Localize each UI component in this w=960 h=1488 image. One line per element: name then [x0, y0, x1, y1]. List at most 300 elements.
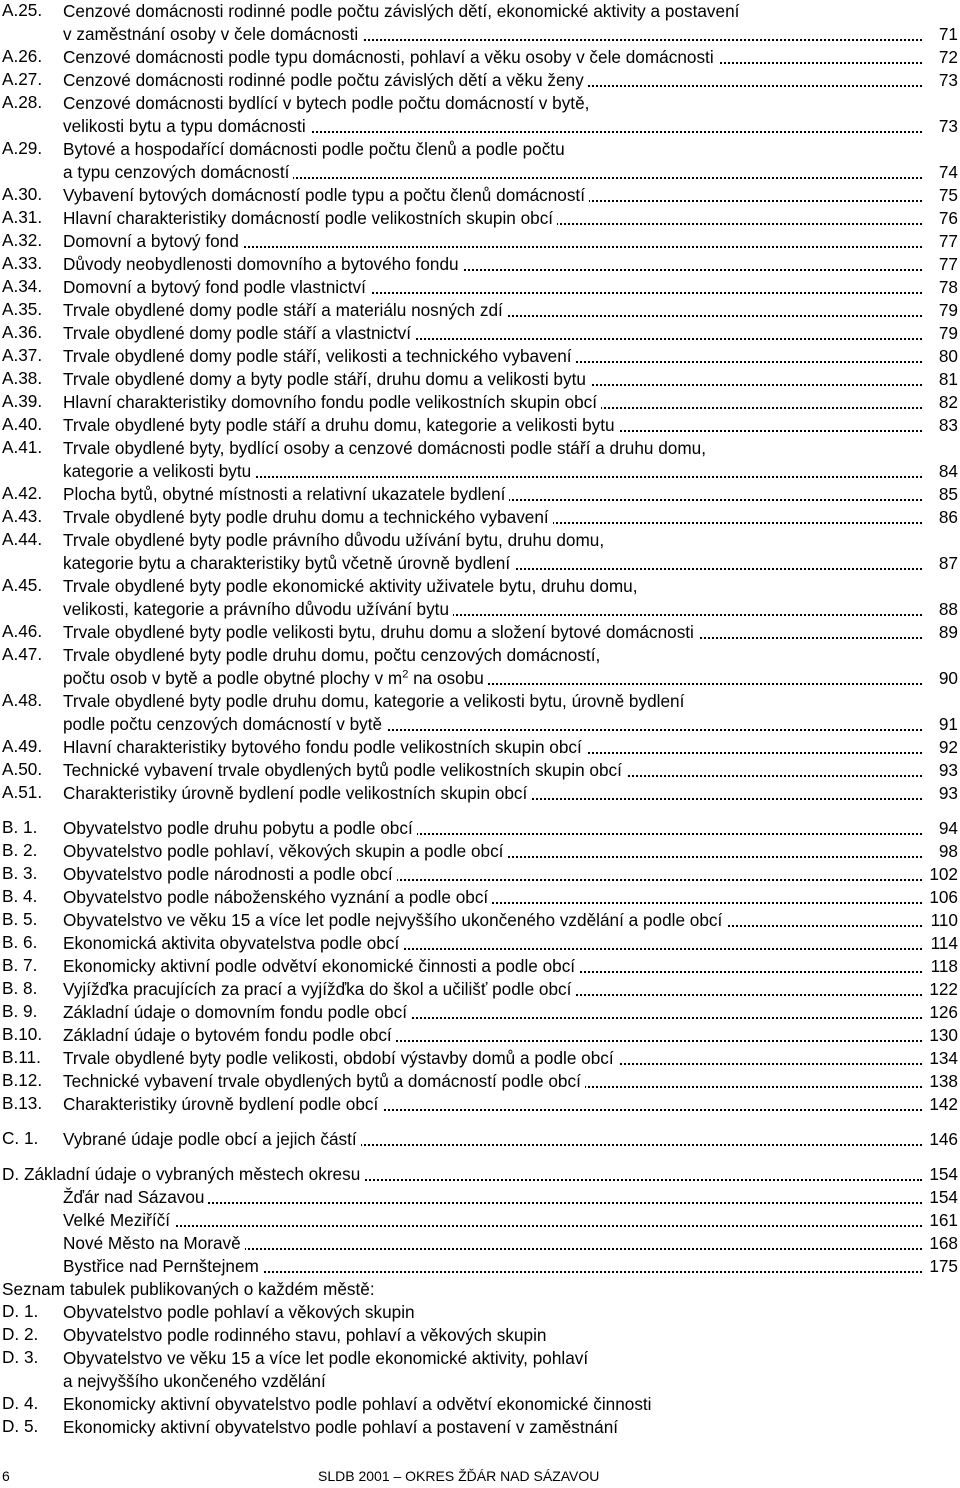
toc-entry[interactable]: [0, 46, 960, 69]
toc-entry-text: Plocha bytů, obytné místnosti a relativní ukazatele bydlení: [63, 484, 506, 504]
city-page: 161: [925, 1209, 958, 1232]
toc-entry-text: Technické vybavení trvale obydlených bytů podle velikostních skupin obcí: [63, 760, 622, 780]
toc-entry-number: B.10.: [2, 1024, 43, 1044]
toc-entry-text: Hlavní charakteristiky bytového fondu podle velikostních skupin obcí: [63, 737, 582, 757]
toc-entry-page: 77: [935, 253, 958, 276]
toc-entry-text: Ekonomicky aktivní obyvatelstvo podle pohlaví a postavení v zaměstnání: [63, 1417, 619, 1437]
toc-entry-title: [63, 484, 509, 504]
city-name: Žďár nad Sázavou: [63, 1187, 208, 1207]
toc-entry-title: [63, 208, 557, 228]
toc-entry[interactable]: [0, 978, 960, 1001]
toc-entry-page: 146: [925, 1128, 958, 1151]
toc-entry-text: Trvale obydlené byty podle stáří a druhu domu, kategorie a velikosti bytu: [63, 415, 615, 435]
toc-entry-page: 79: [935, 322, 958, 345]
toc-entry-line: [63, 1347, 960, 1370]
toc-entry-title: [63, 185, 589, 205]
toc-entry-text: a typu cenzových domácností: [63, 162, 290, 182]
toc-entry-page: 90: [935, 667, 958, 690]
toc-entry[interactable]: [0, 1324, 960, 1347]
group-spacer: [0, 805, 960, 817]
toc-entry-text: Obyvatelstvo podle národnosti a podle obcí: [63, 864, 393, 884]
toc-entry-page: 106: [925, 886, 958, 909]
toc-entry-text: Trvale obydlené domy podle stáří a vlastnictví: [63, 323, 412, 343]
toc-entry-number: A.50.: [2, 759, 43, 779]
toc-entry-title: [63, 1002, 411, 1022]
toc-entry-number: B. 1.: [2, 817, 38, 837]
toc-entry-title: [63, 760, 626, 780]
toc-entry-title: [63, 231, 243, 251]
toc-entry-title: [63, 392, 601, 412]
toc-entry-line: [63, 621, 960, 644]
toc-entry-text: velikosti, kategorie a právního důvodu užívání bytu: [63, 599, 449, 619]
toc-entry-line: [63, 253, 960, 276]
toc-entry-line: [63, 46, 960, 69]
toc-entry[interactable]: [0, 69, 960, 92]
dot-leader: [63, 1225, 922, 1227]
toc-entry-text: Domovní a bytový fond podle vlastnictví: [63, 277, 366, 297]
toc-entry-text: Obyvatelstvo podle druhu pobytu a podle obcí: [63, 818, 413, 838]
toc-entry-page: 86: [935, 506, 958, 529]
toc-entry[interactable]: [0, 368, 960, 391]
toc-entry[interactable]: [0, 207, 960, 230]
toc-entry-title: [63, 979, 575, 999]
toc-entry-line: [63, 667, 960, 690]
toc-entry-text: Domovní a bytový fond: [63, 231, 239, 251]
city-page: 154: [925, 1186, 958, 1209]
toc-entry-number: A.34.: [2, 276, 43, 296]
toc-entry-title: [63, 910, 726, 930]
toc-entry-number: A.35.: [2, 299, 43, 319]
toc-entry-text: Obyvatelstvo podle pohlaví, věkových skupin a podle obcí: [63, 841, 504, 861]
toc-entry-text: počtu osob v bytě a podle obytné plochy v m: [63, 668, 403, 688]
toc-entry-line: [63, 299, 960, 322]
toc-entry-line: [63, 1070, 960, 1093]
toc-entry-line: [63, 506, 960, 529]
toc-entry-title: [63, 507, 553, 527]
toc-entry-number: A.25.: [2, 0, 43, 20]
toc-entry[interactable]: [0, 1024, 960, 1047]
toc-entry-page: 81: [935, 368, 958, 391]
toc-entry-text: Trvale obydlené byty podle druhu domu, kategorie a velikosti bytu, úrovně bydlení: [63, 691, 685, 711]
toc-entry-number: A.33.: [2, 253, 43, 273]
toc-entry-number: A.43.: [2, 506, 43, 526]
toc-entry-line: [63, 759, 960, 782]
toc-entry-text: podle počtu cenzových domácností v bytě: [63, 714, 383, 734]
toc-entry-text: Obyvatelstvo podle pohlaví a věkových skupin: [63, 1302, 415, 1322]
toc-entry-number: D. 5.: [2, 1416, 39, 1436]
toc-entry-line: [63, 644, 960, 667]
toc-entry-page: 78: [935, 276, 958, 299]
toc-entry-line: [63, 1301, 960, 1324]
toc-entry[interactable]: [0, 782, 960, 805]
toc-entry[interactable]: [0, 506, 960, 529]
toc-entry-line: [63, 460, 960, 483]
toc-entry-line: [63, 184, 960, 207]
toc-entry-line: [2, 1163, 960, 1186]
group-spacer: [0, 1116, 960, 1128]
toc-entry-title: [63, 415, 619, 435]
toc-entry-line: [63, 207, 960, 230]
toc-entry-title: [63, 93, 593, 113]
toc-entry-title: [63, 323, 415, 343]
toc-entry-line: [63, 1001, 960, 1024]
toc-entry[interactable]: [0, 690, 960, 736]
toc-entry-text: Trvale obydlené domy a byty podle stáří, druhu domu a velikosti bytu: [63, 369, 586, 389]
toc-entry-title: [63, 887, 492, 907]
toc-entry-text: Trvale obydlené byty podle velikosti, období výstavby domů a podle obcí: [63, 1048, 614, 1068]
toc-entry-line: [63, 690, 960, 713]
section-d: [0, 1163, 960, 1439]
toc-entry-title: [63, 622, 698, 642]
toc-entry-number: B. 9.: [2, 1001, 38, 1021]
toc-entry[interactable]: [0, 483, 960, 506]
toc-entry-title: [63, 438, 710, 458]
toc-entry-title: [63, 461, 255, 481]
toc-entry-line: [63, 230, 960, 253]
toc-entry-number: A.32.: [2, 230, 43, 250]
toc-entry-number: A.48.: [2, 690, 43, 710]
toc-entry-number: A.28.: [2, 92, 43, 112]
toc-entry-line: [63, 391, 960, 414]
toc-entry[interactable]: [0, 1416, 960, 1439]
toc-entry-title: [63, 1348, 592, 1368]
toc-entry-text: Charakteristiky úrovně bydlení podle obcí: [63, 1094, 379, 1114]
page-footer: [0, 1466, 960, 1486]
toc-entry-line: [63, 529, 960, 552]
toc-entry[interactable]: [0, 863, 960, 886]
toc-entry-line: [63, 863, 960, 886]
toc-entry-page: 92: [935, 736, 958, 759]
toc-entry-page: 134: [925, 1047, 958, 1070]
toc-entry[interactable]: [0, 1047, 960, 1070]
toc-entry[interactable]: [0, 1393, 960, 1416]
toc-entry-title: [63, 668, 488, 688]
toc-entry-title: [63, 1371, 330, 1391]
toc-entry[interactable]: [0, 955, 960, 978]
footer-title: SLDB 2001 – OKRES ŽĎÁR NAD SÁZAVOU: [318, 1468, 600, 1484]
toc-entry-text: Trvale obydlené byty podle druhu domu a technického vybavení: [63, 507, 549, 527]
city-name: Bystřice nad Pernštejnem: [63, 1256, 263, 1276]
toc-entry-title: [63, 1071, 585, 1091]
toc-entry-number: A.29.: [2, 138, 43, 158]
city-entry[interactable]: [63, 1232, 960, 1255]
toc-entry-text: Cenzové domácnosti rodinné podle počtu závislých dětí, ekonomické aktivity a postavení: [63, 1, 740, 21]
toc-entry[interactable]: [0, 575, 960, 621]
toc-entry-title: [63, 933, 403, 953]
toc-entry[interactable]: [0, 1001, 960, 1024]
toc-entry-number: A.49.: [2, 736, 43, 756]
toc-entry-number: C. 1.: [2, 1128, 39, 1148]
toc-entry[interactable]: [0, 529, 960, 575]
toc-entry-text: na osobu: [413, 668, 484, 688]
toc-entry[interactable]: [0, 299, 960, 322]
toc-entry-number: B. 7.: [2, 955, 38, 975]
toc-entry[interactable]: [0, 92, 960, 138]
toc-entry-line: [63, 955, 960, 978]
superscript: 2: [402, 668, 409, 681]
toc-entry-line: [63, 782, 960, 805]
toc-entry-number: B. 5.: [2, 909, 38, 929]
toc-entry-title: [63, 1, 743, 21]
toc-entry-text: Technické vybavení trvale obydlených bytů a domácností podle obcí: [63, 1071, 581, 1091]
toc-entry-title: [63, 47, 718, 67]
toc-entry-text: Obyvatelstvo ve věku 15 a více let podle nejvyššího ukončeného vzdělání a podle obcí: [63, 910, 723, 930]
toc-entry-page: 73: [935, 115, 958, 138]
toc-entry-title: [63, 714, 386, 734]
toc-entry-number: D. 1.: [2, 1301, 39, 1321]
toc-entry-page: 74: [935, 161, 958, 184]
toc-entry-number: B.11.: [2, 1047, 41, 1067]
city-page: 175: [925, 1255, 958, 1278]
toc-entry[interactable]: [0, 230, 960, 253]
city-name: Nové Město na Moravě: [63, 1233, 245, 1253]
toc-entry-page: 126: [925, 1001, 958, 1024]
toc-entry-page: 122: [925, 978, 958, 1001]
toc-entry-page: 142: [925, 1093, 958, 1116]
toc-entry-line: [63, 23, 960, 46]
toc-entry-line: [63, 115, 960, 138]
toc-entry-title: [63, 737, 586, 757]
toc-entry-page: 98: [935, 840, 958, 863]
toc-entry-number: A.36.: [2, 322, 43, 342]
toc-entry-line: [63, 1024, 960, 1047]
toc-entry-number: D. 3.: [2, 1347, 39, 1367]
toc-entry-text: Hlavní charakteristiky domácností podle velikostních skupin obcí: [63, 208, 554, 228]
toc-entry-line: [63, 69, 960, 92]
toc-entry-page: 94: [935, 817, 958, 840]
city-page: 168: [925, 1232, 958, 1255]
toc-entry-page: 76: [935, 207, 958, 230]
toc-entry-title: [63, 691, 688, 711]
toc-entry-line: [63, 932, 960, 955]
toc-entry-text: kategorie bytu a charakteristiky bytů včetně úrovně bydlení: [63, 553, 511, 573]
toc-entry-text: Ekonomická aktivita obyvatelstva podle obcí: [63, 933, 400, 953]
toc-entry-number: D. 4.: [2, 1393, 39, 1413]
toc-entry-text: Obyvatelstvo podle rodinného stavu, pohlaví a věkových skupin: [63, 1325, 547, 1345]
toc-entry[interactable]: [0, 644, 960, 690]
toc-entry-number: A.41.: [2, 437, 43, 457]
toc-entry-line: [63, 1370, 960, 1393]
toc-entry-title: [63, 1302, 419, 1322]
toc-entry-text: Obyvatelstvo ve věku 15 a více let podle ekonomické aktivity, pohlaví: [63, 1348, 589, 1368]
toc-entry-page: 93: [935, 759, 958, 782]
toc-entry-title: [63, 956, 579, 976]
toc-entry-text: Základní údaje o bytovém fondu podle obcí: [63, 1025, 392, 1045]
toc-entry-text: Cenzové domácnosti rodinné podle počtu závislých dětí a věku ženy: [63, 70, 584, 90]
toc-entry-title: [63, 70, 588, 90]
toc-entry-line: [63, 1128, 960, 1151]
toc-entry-text: Ekonomicky aktivní obyvatelstvo podle pohlaví a odvětví ekonomické činnosti: [63, 1394, 652, 1414]
toc-entry-title: [63, 346, 576, 366]
toc-entry-title: [63, 576, 642, 596]
toc-entry[interactable]: [0, 391, 960, 414]
toc-entry-title: [63, 277, 370, 297]
toc-entry[interactable]: [0, 736, 960, 759]
toc-entry-text: Hlavní charakteristiky domovního fondu podle velikostních skupin obcí: [63, 392, 598, 412]
toc-entry-title: [63, 139, 569, 159]
toc-entry-number: B.13.: [2, 1093, 43, 1113]
toc-entry[interactable]: [0, 1347, 960, 1393]
toc-entry-text: Trvale obydlené domy podle stáří a materiálu nosných zdí: [63, 300, 503, 320]
toc-entry-page: 138: [925, 1070, 958, 1093]
toc-entry-number: A.37.: [2, 345, 43, 365]
toc-entry-page: 80: [935, 345, 958, 368]
toc-entry-title: [63, 1025, 396, 1045]
toc-entry-page: 72: [935, 46, 958, 69]
toc-entry-title: [63, 1129, 361, 1149]
toc-entry-text: Charakteristiky úrovně bydlení podle velikostních skupin obcí: [63, 783, 528, 803]
toc-entry-page: 77: [935, 230, 958, 253]
toc-entry-line: [63, 0, 960, 23]
toc-entry-page: 73: [935, 69, 958, 92]
toc-entry[interactable]: [0, 345, 960, 368]
toc-entry-page: 75: [935, 184, 958, 207]
toc-entry-number: B.12.: [2, 1070, 43, 1090]
toc-entry-line: [63, 138, 960, 161]
toc-entry-line: [63, 322, 960, 345]
toc-entry-title: [63, 599, 453, 619]
toc-entry[interactable]: [0, 759, 960, 782]
toc-entry-text: Trvale obydlené byty podle druhu domu, počtu cenzových domácností,: [63, 645, 601, 665]
toc-entry-text: Základní údaje o domovním fondu podle obcí: [63, 1002, 407, 1022]
toc-entry-text: kategorie a velikosti bytu: [63, 461, 252, 481]
toc-entry-page: 71: [935, 23, 958, 46]
toc-entry[interactable]: [0, 414, 960, 437]
toc-entry-title: [63, 645, 604, 665]
toc-entry[interactable]: [0, 276, 960, 299]
toc-entry-line: [63, 817, 960, 840]
toc-entry-page: 118: [927, 955, 958, 978]
city-entry[interactable]: [63, 1209, 960, 1232]
toc-entry-line: [63, 713, 960, 736]
toc-entry[interactable]: [0, 0, 960, 46]
toc-entry[interactable]: [0, 138, 960, 184]
toc-entry-page: 89: [935, 621, 958, 644]
toc-entry-title: [63, 553, 514, 573]
toc-entry-number: A.38.: [2, 368, 43, 388]
toc-entry-title: [63, 783, 531, 803]
toc-entry-page: 102: [925, 863, 958, 886]
toc-entry-page: 114: [927, 932, 958, 955]
toc-group: [0, 817, 960, 1116]
toc-entry-line: [63, 161, 960, 184]
toc-entry-number: A.39.: [2, 391, 43, 411]
toc-entry-page: 84: [935, 460, 958, 483]
group-spacer: [0, 1151, 960, 1163]
toc-entry-line: [63, 92, 960, 115]
toc-group: [0, 1128, 960, 1151]
toc-entry-text: Vybrané údaje podle obcí a jejich částí: [63, 1129, 357, 1149]
toc-entry-text: Obyvatelstvo podle náboženského vyznání a podle obcí: [63, 887, 489, 907]
city-entry[interactable]: [63, 1186, 960, 1209]
table-list-title: Seznam tabulek publikovaných o každém městě:: [2, 1279, 375, 1299]
toc-entry-page: 79: [935, 299, 958, 322]
toc-entry[interactable]: [0, 1070, 960, 1093]
toc-entry[interactable]: [0, 1301, 960, 1324]
toc-entry-line: [63, 978, 960, 1001]
toc-entry-number: A.31.: [2, 207, 43, 227]
toc-entry-number: A.45.: [2, 575, 43, 595]
toc-entry-text: Trvale obydlené byty podle právního důvodu užívání bytu, druhu domu,: [63, 530, 605, 550]
toc-entry-number: B. 2.: [2, 840, 38, 860]
toc-entry-page: 85: [935, 483, 958, 506]
toc-entry-text: Bytové a hospodařící domácnosti podle počtu členů a podle počtu: [63, 139, 565, 159]
toc-entry-number: A.51.: [2, 782, 43, 802]
toc-entry[interactable]: [0, 1093, 960, 1116]
toc-entry-number: A.46.: [2, 621, 43, 641]
toc-entry-number: B. 8.: [2, 978, 38, 998]
toc-entry-page: 88: [935, 598, 958, 621]
toc-entry-title: [63, 530, 608, 550]
toc-entry-text: Ekonomicky aktivní podle odvětví ekonomické činnosti a podle obcí: [63, 956, 576, 976]
toc-entry-line: [63, 909, 960, 932]
toc-entry-line: [63, 1416, 960, 1439]
toc-entry-line: [63, 840, 960, 863]
toc-entry-page: 82: [935, 391, 958, 414]
toc-entry-page: 83: [935, 414, 958, 437]
toc-entry[interactable]: [0, 932, 960, 955]
toc-entry-number: A.30.: [2, 184, 43, 204]
toc-entry-title: [63, 818, 417, 838]
toc-entry-number: B. 6.: [2, 932, 38, 952]
toc-entry-line: [63, 437, 960, 460]
city-entry[interactable]: [63, 1255, 960, 1278]
toc-entry[interactable]: [0, 817, 960, 840]
toc-entry[interactable]: [0, 621, 960, 644]
toc-entry-number: A.27.: [2, 69, 43, 89]
toc-entry-number: A.47.: [2, 644, 43, 664]
city-table-list: [0, 1301, 960, 1439]
toc-entry-line: [63, 1047, 960, 1070]
toc-entry[interactable]: [0, 886, 960, 909]
toc-entry-title: [63, 1394, 656, 1414]
toc-entry-title: [63, 841, 507, 861]
toc-entry-title: [63, 300, 507, 320]
toc-entry-page: 130: [925, 1024, 958, 1047]
toc-entry-number: B. 4.: [2, 886, 38, 906]
toc-entry[interactable]: [0, 840, 960, 863]
toc-entry[interactable]: [0, 437, 960, 483]
toc-entry[interactable]: [0, 322, 960, 345]
toc-entry-title: [63, 1417, 622, 1437]
section-d-heading: D. Základní údaje o vybraných městech okresu: [2, 1164, 364, 1184]
toc-entry-line: [63, 886, 960, 909]
toc-entry-line: [63, 1093, 960, 1116]
toc-entry-title: [63, 864, 397, 884]
toc-entry-number: A.44.: [2, 529, 43, 549]
toc-entry-line: [63, 414, 960, 437]
toc-entry-title: [63, 24, 362, 44]
toc-entry[interactable]: [0, 909, 960, 932]
toc-entry-title: [63, 369, 590, 389]
toc-entry-text: velikosti bytu a typu domácnosti: [63, 116, 306, 136]
toc-entry-line: [63, 345, 960, 368]
toc-entry[interactable]: [0, 253, 960, 276]
toc-entry-title: [63, 254, 463, 274]
toc-entry-text: a nejvyššího ukončeného vzdělání: [63, 1371, 326, 1391]
toc-entry-title: [63, 1325, 550, 1345]
toc-entry-number: A.42.: [2, 483, 43, 503]
toc-entry-text: Trvale obydlené byty, bydlící osoby a cenzové domácnosti podle stáří a druhu domu,: [63, 438, 706, 458]
toc-entry-text: Cenzové domácnosti podle typu domácnosti, pohlaví a věku osoby v čele domácnosti: [63, 47, 714, 67]
toc-entry[interactable]: [0, 184, 960, 207]
toc-entry[interactable]: [0, 1128, 960, 1151]
toc-entry-title: [63, 1048, 618, 1068]
footer-page-number: 6: [2, 1468, 10, 1484]
toc-entry-line: [63, 736, 960, 759]
toc-entry-line: [63, 552, 960, 575]
toc-entry-line: [63, 598, 960, 621]
